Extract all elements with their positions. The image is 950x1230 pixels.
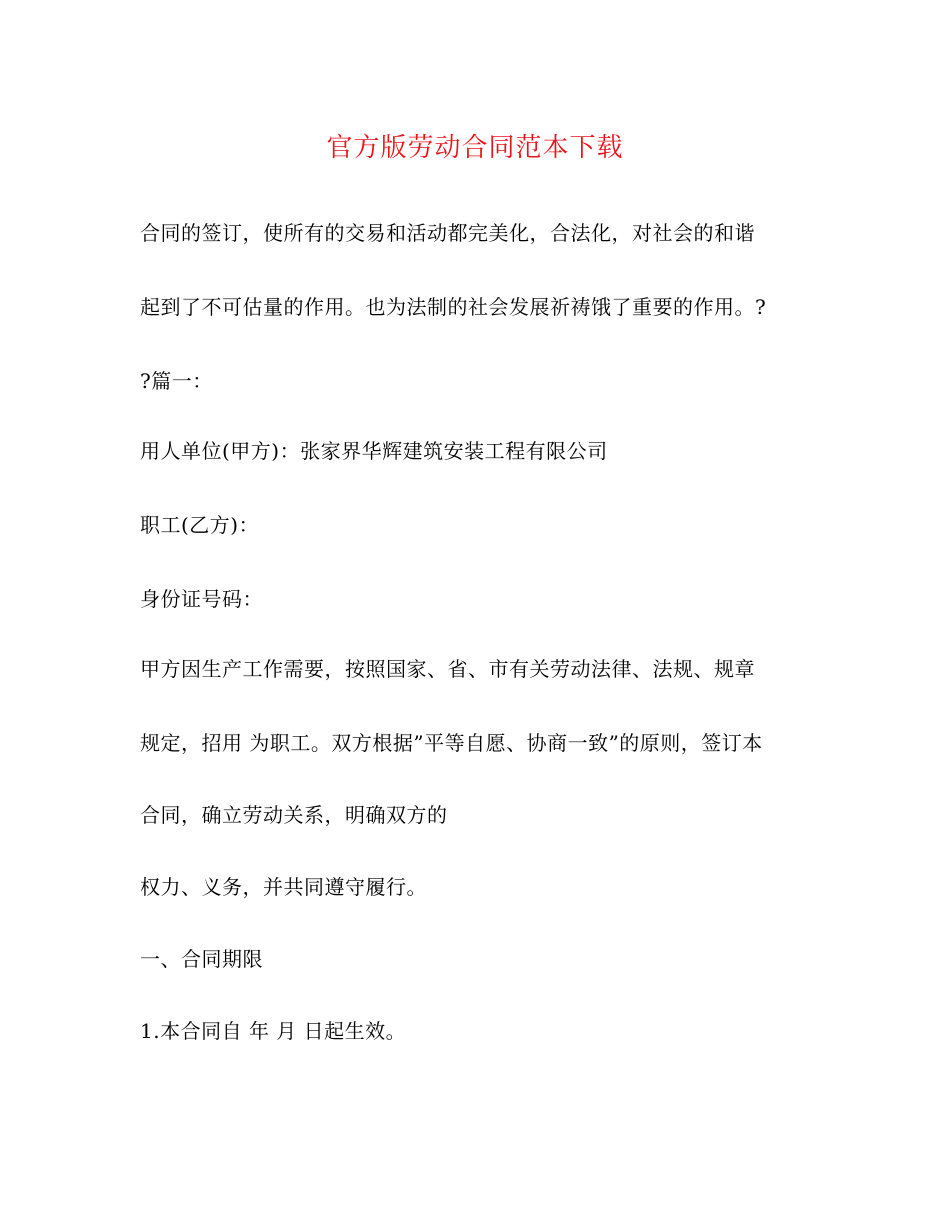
section-heading-contract-term: 一、合同期限 [140, 947, 263, 971]
paragraph-line-3: 甲方因生产工作需要，按照国家、省、市有关劳动法律、法规、规章 [140, 657, 755, 681]
paragraph-line-5: 合同，确立劳动关系，明确双方的 [140, 803, 448, 827]
document-title: 官方版劳动合同范本下载 [326, 133, 624, 163]
paragraph-line-2: 起到了不可估量的作用。也为法制的社会发展祈祷饿了重要的作用。? [140, 295, 767, 319]
paragraph-line-4: 规定，招用 为职工。双方根据”平等自愿、协商一致”的原则，签订本 [140, 731, 763, 755]
employee-line: 职工(乙方)： [140, 513, 260, 537]
paragraph-line-6: 权力、义务，并共同遵守履行。 [140, 875, 427, 899]
section-heading-part-one: ?篇一： [140, 369, 213, 393]
employer-line: 用人单位(甲方)：张家界华辉建筑安装工程有限公司 [140, 439, 608, 463]
clause-line-1: 1.本合同自 年 月 日起生效。 [140, 1019, 407, 1043]
paragraph-line-1: 合同的签订，使所有的交易和活动都完美化，合法化，对社会的和谐 [140, 221, 755, 245]
id-number-line: 身份证号码： [140, 587, 263, 611]
